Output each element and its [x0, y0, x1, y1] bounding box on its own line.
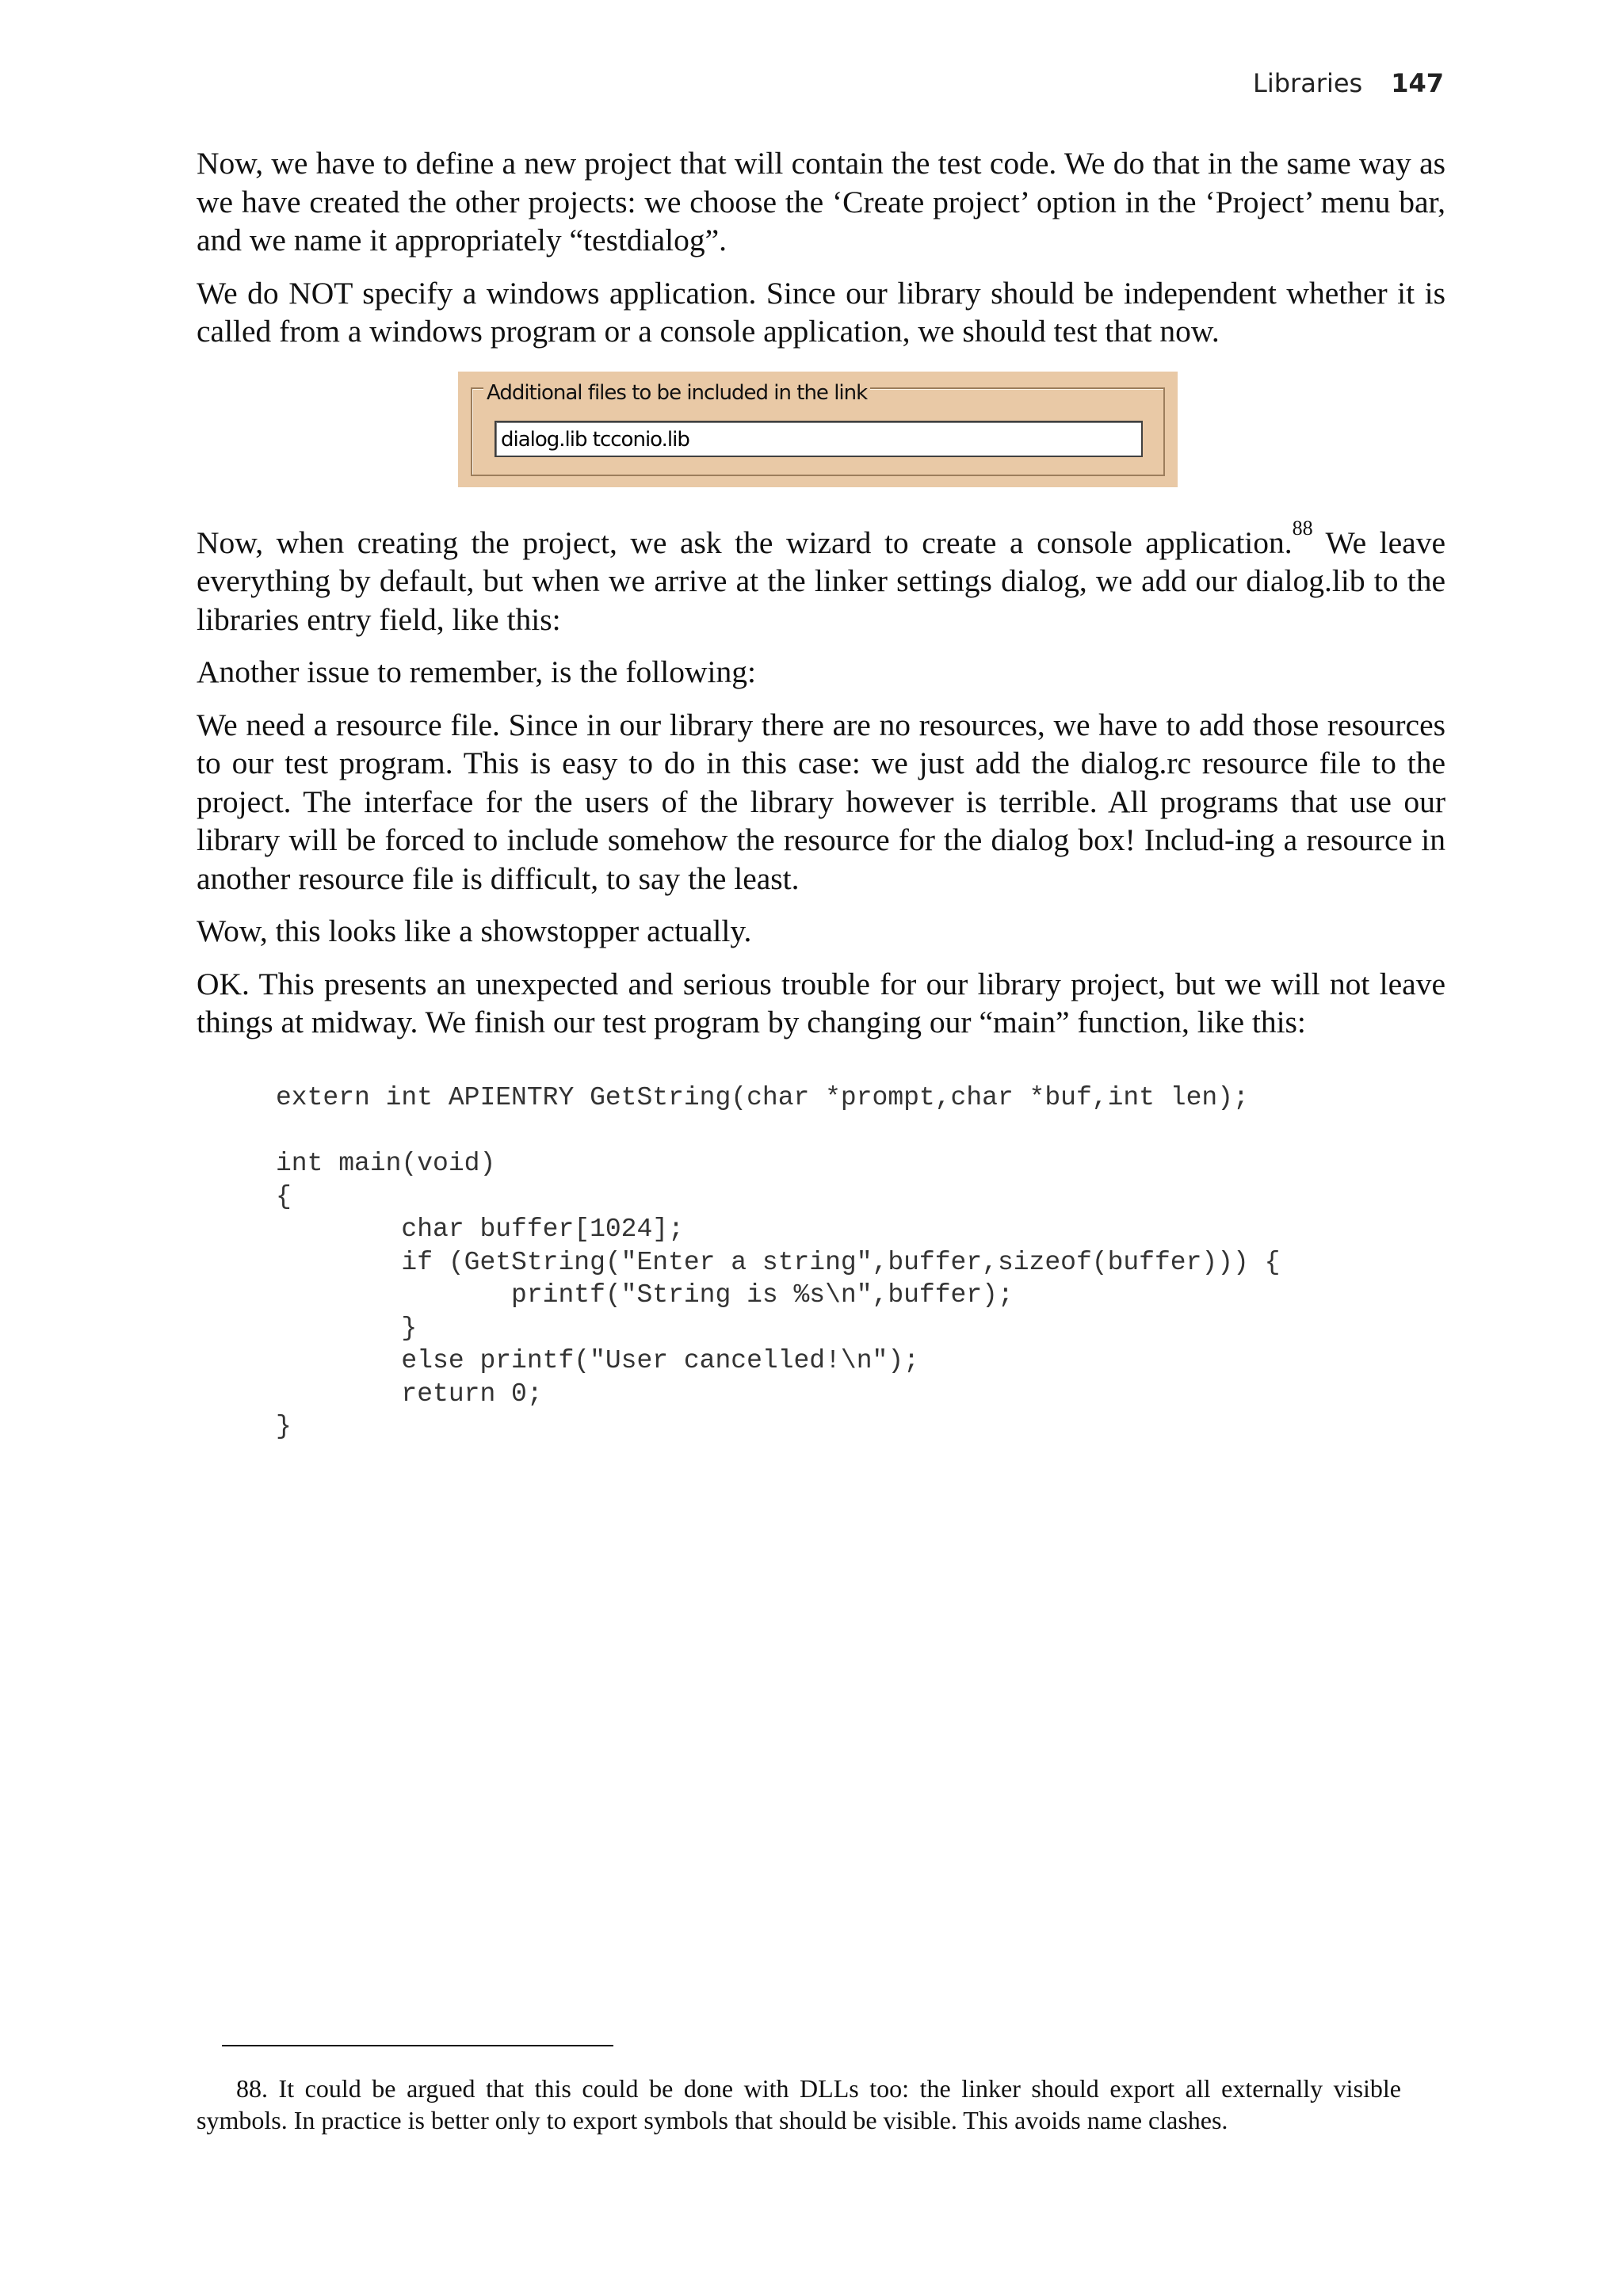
linker-dialog-figure: [197, 365, 1445, 524]
footnote: 88. It could be argued that this could be done with DLLs too: the linker should export all externally visible symbols. In practice is better only to export symbols that should be visible. This avoids name clashes.: [197, 2074, 1401, 2134]
paragraph-text: We leave everything by default, but when we arrive at the linker settings dialog, we add our dialog.lib to the libraries entry field, like this:: [197, 524, 1445, 637]
additional-files-input[interactable]: dialog.lib tcconio.lib: [495, 421, 1143, 457]
section-title: Libraries: [1253, 68, 1363, 98]
paragraph: We do NOT specify a windows application. Since our library should be independent whether it is called from a windows program or a console application, we should test that now.: [197, 275, 1445, 349]
additional-files-groupbox: [471, 380, 1165, 476]
linker-settings-dialog: [458, 372, 1178, 487]
footnote-ref: 88: [1292, 516, 1313, 540]
running-header: [1253, 68, 1444, 98]
paragraph: [197, 516, 1445, 639]
footnote-divider: [222, 2045, 613, 2046]
paragraph: OK. This presents an unexpected and serious trouble for our library project, but we will not leave things at midway. We finish our test program by changing our “main” function, like this:: [197, 966, 1445, 1039]
paragraph: We need a resource file. Since in our library there are no resources, we have to add those resources to our test program. This is easy to do in this case: we just add the dialog.rc resource file to the project. The interface for the users of the library however is terrible. All programs that use our library will be forced to include somehow the resource for the dialog box! Includ-ing a resource in another resource file is difficult, to say the least.: [197, 707, 1445, 896]
groupbox-label: Additional files to be included in the link: [483, 374, 870, 413]
code-listing: extern int APIENTRY GetString(char *prompt,char *buf,int len); int main(void) { char buffer[1024]; if (GetString("Enter a string",buffer,sizeof(buffer))) { printf("String is %s\n",buffer); } else printf("User cancelled!\n"); return 0; }: [276, 1083, 1281, 1441]
paragraph: Now, we have to define a new project that will contain the test code. We do that in the same way as we have created the other projects: we choose the ‘Create project’ option in the ‘Project’ menu bar, and we name it appropriately “testdialog”.: [197, 146, 1445, 257]
body-text: [197, 144, 1445, 1056]
paragraph: Wow, this looks like a showstopper actually.: [197, 913, 752, 948]
page-number: 147: [1391, 68, 1444, 98]
paragraph: Another issue to remember, is the following:: [197, 654, 756, 689]
paragraph-text: Now, when creating the project, we ask the wizard to create a console application.: [197, 524, 1293, 560]
